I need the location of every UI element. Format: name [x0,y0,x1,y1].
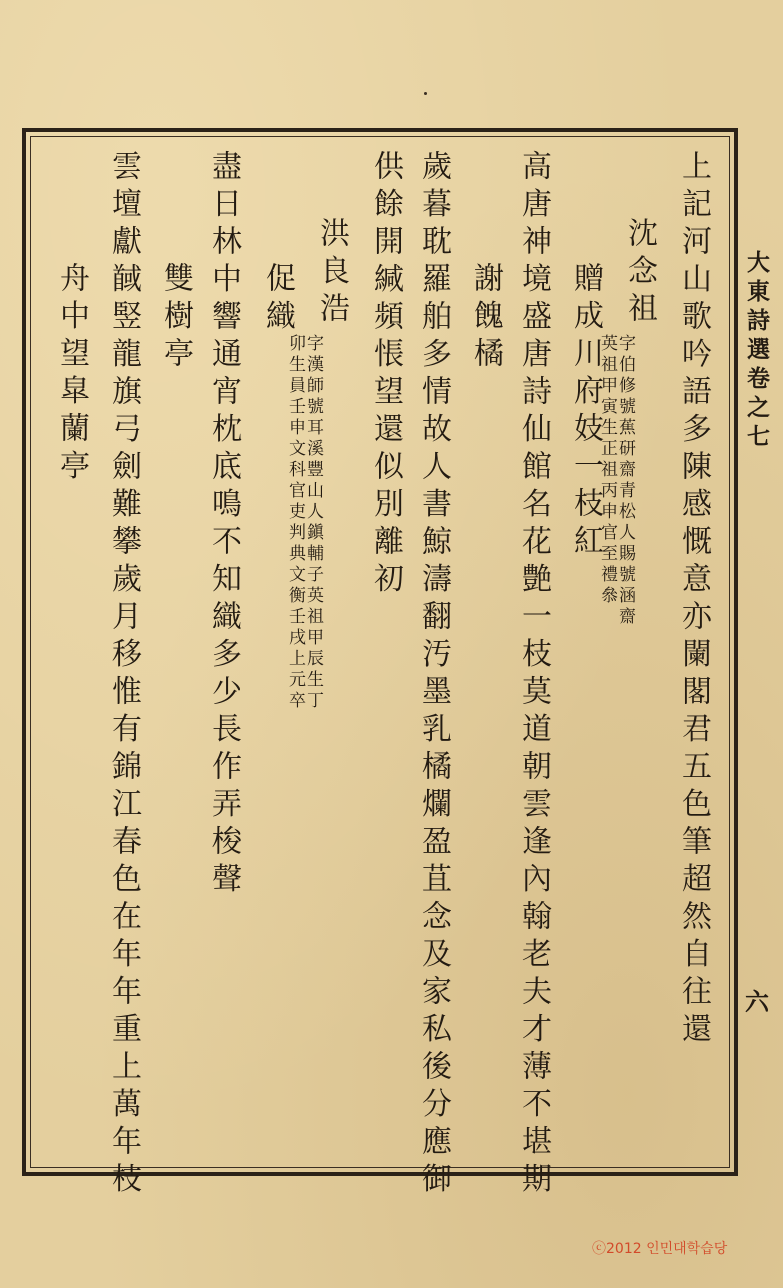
author-name-hong: 洪良浩 [314,217,349,330]
author-note-line: 英祖甲寅生正祖丙申官至禮叅 [597,334,617,607]
text-column: 上記河山歌吟語多陳感慨意亦闌閣君五色筆超然自往還 [676,150,711,1050]
author-note-shen [598,334,633,628]
poem-text-column: 供餘開緘頻悵望還似別離初 [368,150,403,600]
ink-dot [424,92,427,95]
poem-text-column: 歲暮耽羅舶多情故人書鯨濤翻汚墨乳橘爛盈苴念及家私後分應御 [416,150,451,1200]
poem-text-column: 雲壇獻馘竪龍旗弓劍難攀歲月移惟有錦江春色在年年重上萬年枝 [106,150,141,1200]
author-note-line: 字伯修號蕉研齋青松人賜號涵齋 [615,334,635,628]
poem-title: 舟中望皐蘭亭 [54,262,89,487]
copyright-watermark: ⓒ2012 인민대학습당 [592,1241,728,1257]
author-name-shen: 沈念祖 [622,217,657,330]
poem-title: 贈成川府妓一枝紅 [568,262,603,562]
poem-title: 雙樹亭 [158,262,193,375]
book-title: 大東詩選卷之七 [743,250,770,453]
poem-text-column: 盡日林中響通宵枕底鳴不知織多少長作弄梭聲 [206,150,241,900]
author-note-line: 卯生員壬申文科官吏判典文衡壬戌上元卒 [285,334,305,712]
poem-title: 謝餽橘 [468,262,503,375]
page-number: 六 [745,987,769,1016]
author-note-hong [286,334,321,712]
poem-title: 促織 [260,262,295,337]
author-note-line: 字漢師號耳溪豐山人鎭輔子英祖甲辰生丁 [303,334,323,712]
poem-text-column: 高唐神境盛唐詩仙館名花艶一枝莫道朝雲逢內翰老夫才薄不堪期 [516,150,551,1200]
